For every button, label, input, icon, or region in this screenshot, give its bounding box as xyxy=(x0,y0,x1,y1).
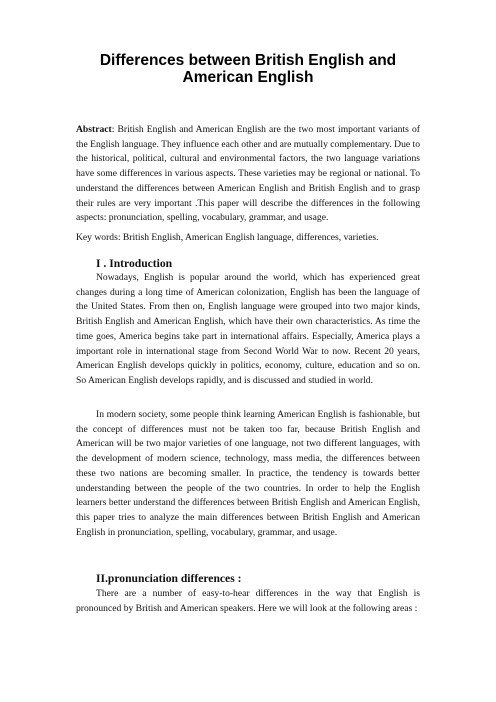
paper-title xyxy=(40,52,456,86)
paper-title-line-2: American English xyxy=(182,69,314,86)
abstract-text: : British English and American English are the two most important variants of the English language. They influence each other and are mutually complementary. Due to the historical, political, cultural and environmental factors, the two language variations have some differences in various aspects. These varieties may be regional or national. To understand the differences between American English and British English and to grasp their rules are very important .This paper will describe the differences in the following aspects: pronunciation, spelling, vocabulary, grammar, and usage. xyxy=(76,124,420,224)
paper-title-line-1: Differences between British English and xyxy=(99,52,397,69)
section-heading-introduction: I . Introduction xyxy=(96,257,173,270)
section-heading-pronunciation: II.pronunciation differences : xyxy=(96,572,242,585)
abstract-paragraph xyxy=(76,123,420,226)
introduction-paragraph-2: In modern society, some people think learning American English is fashionable, but the concept of differences must not be taken too far, because British English and American will be two major varieties of one language, not two different languages, with the development of modern science, technology, mass media, the differences between these two nations are becoming smaller. In practice, the tendency is towards better understanding between the people of the two countries. In order to help the English learners better understand the differences between British English and American English, this paper tries to analyze the main differences between British English and American English in pronunciation, spelling, vocabulary, grammar, and usage. xyxy=(76,409,420,538)
abstract-label: Abstract xyxy=(76,124,112,135)
keywords-line: Key words: British English, American English language, differences, varieties. xyxy=(76,232,379,243)
introduction-paragraph-1: Nowadays, English is popular around the world, which has experienced great changes during a long time of American colonization, English has been the language of the United States. From then on, English language were grouped into two major kinds, British English and American English, which have their own characteristics. As time the time goes, America begins take part in international affairs. Especially, America plays a important role in international stage from Second World War to now. Recent 20 years, American English develops quickly in politics, economy, culture, education and so on. So American English develops rapidly, and is discussed and studied in world. xyxy=(76,272,420,386)
pronunciation-paragraph-1: There are a number of easy-to-hear differences in the way that English is pronounced by British and American speakers. Here we will look at the following areas : xyxy=(76,588,420,614)
